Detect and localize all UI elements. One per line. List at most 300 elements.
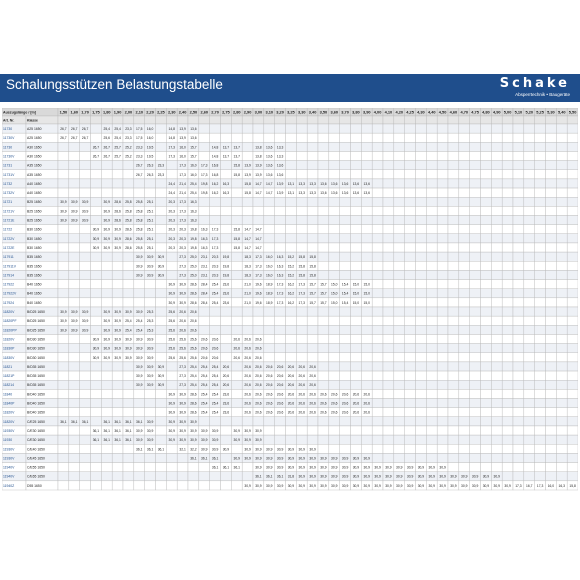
load-value: 18,9 bbox=[266, 282, 273, 287]
load-value: 30,9 bbox=[179, 428, 186, 433]
load-value: 30,9 bbox=[146, 255, 154, 260]
value-cell bbox=[502, 151, 513, 160]
load-value: 30,9 bbox=[136, 355, 143, 360]
value-cell bbox=[556, 444, 567, 453]
load-value: 19,6 bbox=[255, 282, 262, 287]
load-value: 13,3 bbox=[309, 181, 316, 186]
load-value: 30,9 bbox=[309, 483, 316, 488]
value-cell bbox=[372, 161, 383, 170]
load-value: 25,0 bbox=[190, 255, 197, 260]
load-value: 30,9 bbox=[352, 483, 360, 488]
value-cell bbox=[524, 353, 535, 362]
value-cell bbox=[448, 453, 459, 462]
load-value: 30,9 bbox=[60, 209, 67, 214]
value-cell bbox=[177, 463, 188, 472]
subheader-empty-cell bbox=[372, 116, 383, 124]
value-cell bbox=[405, 399, 416, 408]
load-value: 13,6 bbox=[320, 181, 327, 186]
value-cell bbox=[199, 307, 210, 316]
value-cell bbox=[101, 453, 112, 462]
value-cell bbox=[264, 225, 275, 234]
load-value: 17,3 bbox=[276, 300, 284, 305]
load-value: 27,3 bbox=[179, 255, 186, 260]
value-cell bbox=[437, 426, 448, 435]
load-value: 16,3 bbox=[190, 200, 197, 205]
value-cell bbox=[58, 298, 69, 307]
value-cell bbox=[69, 161, 80, 170]
load-value: 16,2 bbox=[287, 291, 295, 296]
value-cell bbox=[58, 371, 69, 380]
load-value: 23,6 bbox=[222, 300, 230, 305]
klasse-label: B40 1650 bbox=[27, 300, 42, 305]
load-value: 30,9 bbox=[461, 474, 468, 479]
value-cell bbox=[481, 216, 492, 225]
load-value: 30,9 bbox=[168, 428, 175, 433]
value-cell bbox=[394, 252, 405, 261]
value-cell bbox=[546, 408, 557, 417]
load-value: 23,1 bbox=[201, 264, 208, 269]
value-cell bbox=[340, 216, 351, 225]
load-value: 20,3 bbox=[211, 255, 219, 260]
value-cell bbox=[166, 472, 177, 481]
load-value: 25,4 bbox=[125, 328, 132, 333]
subheader-empty-cell bbox=[351, 116, 362, 124]
value-cell bbox=[448, 389, 459, 398]
column-header: 4,20 bbox=[395, 109, 404, 115]
value-cell bbox=[416, 353, 427, 362]
load-value: 30,9 bbox=[136, 374, 143, 379]
value-cell bbox=[437, 307, 448, 316]
value-cell bbox=[199, 216, 210, 225]
value-cell bbox=[405, 151, 416, 160]
load-value: 25,2 bbox=[125, 145, 132, 150]
value-cell bbox=[448, 463, 459, 472]
load-value: 28,6 bbox=[190, 410, 197, 415]
value-cell bbox=[556, 289, 567, 298]
value-cell bbox=[134, 179, 145, 188]
value-cell bbox=[394, 380, 405, 389]
column-header: 3,25 bbox=[287, 109, 295, 115]
column-header: 3,20 bbox=[276, 109, 284, 115]
load-value: 36,1 bbox=[114, 428, 121, 433]
value-cell bbox=[58, 362, 69, 371]
value-cell bbox=[242, 325, 253, 334]
load-value: 30,9 bbox=[309, 456, 316, 461]
load-value: 16,3 bbox=[276, 264, 284, 269]
value-cell bbox=[361, 234, 372, 243]
value-cell bbox=[242, 472, 253, 481]
value-cell bbox=[156, 289, 167, 298]
load-value: 30,9 bbox=[146, 438, 154, 443]
value-cell bbox=[372, 280, 383, 289]
load-value: 30,9 bbox=[190, 438, 197, 443]
art-number: 11840P bbox=[3, 401, 15, 406]
load-value: 13,3 bbox=[309, 191, 316, 196]
load-value: 15,8 bbox=[309, 255, 316, 260]
load-value: 16,3 bbox=[201, 236, 208, 241]
value-cell bbox=[524, 289, 535, 298]
value-cell bbox=[69, 188, 80, 197]
load-value: 16,0 bbox=[146, 127, 154, 131]
value-cell bbox=[134, 289, 145, 298]
load-value: 16,3 bbox=[222, 181, 230, 186]
load-value: 30,9 bbox=[81, 218, 89, 223]
value-cell bbox=[112, 188, 123, 197]
value-cell bbox=[524, 362, 535, 371]
load-value: 20,6 bbox=[352, 410, 360, 415]
load-value: 30,9 bbox=[482, 474, 490, 479]
value-cell bbox=[221, 307, 232, 316]
value-cell bbox=[361, 270, 372, 279]
load-value: 25,6 bbox=[190, 337, 197, 342]
value-cell bbox=[80, 280, 91, 289]
value-cell bbox=[426, 179, 437, 188]
load-value: 20,6 bbox=[266, 374, 273, 379]
value-cell bbox=[372, 399, 383, 408]
load-value: 30,9 bbox=[255, 465, 262, 470]
value-cell bbox=[296, 234, 307, 243]
load-value: 20,6 bbox=[255, 337, 262, 342]
value-cell bbox=[567, 399, 578, 408]
value-cell bbox=[416, 216, 427, 225]
load-value: 15,0 bbox=[331, 291, 338, 296]
load-value: 13,6 bbox=[331, 191, 338, 196]
load-value: 25,8 bbox=[125, 209, 132, 214]
column-header: 2,20 bbox=[146, 109, 154, 115]
brand-logo: Schake bbox=[499, 76, 570, 91]
load-value: 25,6 bbox=[179, 355, 186, 360]
load-value: 20,3 bbox=[168, 245, 175, 250]
value-cell bbox=[383, 344, 394, 353]
value-cell bbox=[513, 234, 524, 243]
value-cell bbox=[491, 243, 502, 252]
value-cell bbox=[405, 408, 416, 417]
load-value: 16,3 bbox=[201, 245, 208, 250]
load-value: 25,4 bbox=[114, 127, 121, 131]
load-value: 20,6 bbox=[363, 401, 370, 406]
load-value: 20,6 bbox=[244, 374, 251, 379]
load-value: 20,6 bbox=[201, 346, 208, 351]
value-cell bbox=[535, 435, 546, 444]
value-cell bbox=[502, 307, 513, 316]
value-cell bbox=[199, 481, 210, 490]
value-cell bbox=[264, 316, 275, 325]
load-value: 30,9 bbox=[179, 401, 186, 406]
value-cell bbox=[166, 380, 177, 389]
load-value: 25,8 bbox=[136, 236, 143, 241]
value-cell bbox=[535, 307, 546, 316]
value-cell bbox=[58, 481, 69, 490]
load-value: 20,6 bbox=[266, 383, 273, 388]
load-value: 36,1 bbox=[103, 419, 110, 424]
value-cell bbox=[296, 170, 307, 179]
value-cell bbox=[448, 380, 459, 389]
value-cell bbox=[426, 234, 437, 243]
value-cell bbox=[69, 371, 80, 380]
value-cell bbox=[286, 417, 297, 426]
value-cell bbox=[546, 426, 557, 435]
value-cell bbox=[405, 161, 416, 170]
value-cell bbox=[58, 444, 69, 453]
value-cell bbox=[351, 243, 362, 252]
column-header: 2,75 bbox=[222, 109, 230, 115]
art-number: 11930V bbox=[3, 456, 15, 461]
value-cell bbox=[112, 371, 123, 380]
value-cell bbox=[210, 133, 221, 142]
klasse-label: A30 1650 bbox=[27, 145, 42, 150]
load-value: 26,7 bbox=[92, 145, 100, 150]
value-cell bbox=[286, 426, 297, 435]
load-value: 26,7 bbox=[71, 127, 78, 131]
value-cell bbox=[437, 142, 448, 151]
value-cell bbox=[156, 389, 167, 398]
value-cell bbox=[416, 188, 427, 197]
value-cell bbox=[546, 298, 557, 307]
value-cell bbox=[524, 225, 535, 234]
value-cell bbox=[546, 389, 557, 398]
value-cell bbox=[69, 481, 80, 490]
subheader-empty-cell bbox=[426, 116, 437, 124]
value-cell bbox=[416, 270, 427, 279]
load-value: 25,3 bbox=[146, 328, 154, 333]
load-value: 30,9 bbox=[320, 474, 327, 479]
load-value: 30,9 bbox=[81, 319, 89, 324]
value-cell bbox=[448, 408, 459, 417]
value-cell bbox=[296, 225, 307, 234]
value-cell bbox=[351, 170, 362, 179]
value-cell bbox=[502, 316, 513, 325]
value-cell bbox=[535, 197, 546, 206]
art-number: 11732V bbox=[3, 191, 15, 196]
value-cell bbox=[405, 289, 416, 298]
load-value: 25,4 bbox=[211, 291, 219, 296]
value-cell bbox=[535, 353, 546, 362]
value-cell bbox=[502, 426, 513, 435]
load-value: 30,9 bbox=[244, 483, 251, 488]
load-value: 30,9 bbox=[298, 483, 305, 488]
value-cell bbox=[286, 216, 297, 225]
value-cell bbox=[535, 389, 546, 398]
value-cell bbox=[567, 453, 578, 462]
value-cell bbox=[340, 243, 351, 252]
value-cell bbox=[156, 435, 167, 444]
load-value: 30,9 bbox=[309, 474, 316, 479]
load-value: 30,9 bbox=[493, 474, 500, 479]
value-cell bbox=[123, 289, 134, 298]
value-cell bbox=[546, 270, 557, 279]
subheader-empty-cell bbox=[405, 116, 416, 124]
load-value: 16,8 bbox=[211, 172, 219, 177]
value-cell bbox=[383, 179, 394, 188]
value-cell bbox=[307, 124, 318, 133]
subheader-empty-cell bbox=[535, 116, 546, 124]
value-cell bbox=[231, 325, 242, 334]
load-value: 30,9 bbox=[71, 218, 78, 223]
load-value: 17,3 bbox=[211, 236, 219, 241]
load-value: 30,9 bbox=[417, 483, 425, 488]
value-cell bbox=[156, 124, 167, 133]
value-cell bbox=[448, 316, 459, 325]
value-cell bbox=[535, 417, 546, 426]
value-cell bbox=[416, 161, 427, 170]
load-value: 26,7 bbox=[103, 154, 110, 159]
value-cell bbox=[394, 389, 405, 398]
klasse-label: B30 1650 bbox=[27, 245, 42, 250]
value-cell bbox=[535, 426, 546, 435]
subheader-empty-cell bbox=[166, 116, 177, 124]
value-cell bbox=[253, 124, 264, 133]
value-cell bbox=[221, 170, 232, 179]
load-value: 25,7 bbox=[114, 145, 121, 150]
value-cell bbox=[491, 380, 502, 389]
value-cell bbox=[156, 197, 167, 206]
load-value: 25,6 bbox=[190, 346, 197, 351]
column-header: 4,40 bbox=[427, 109, 436, 115]
load-value: 20,6 bbox=[222, 383, 230, 388]
value-cell bbox=[394, 124, 405, 133]
value-cell bbox=[524, 399, 535, 408]
value-cell bbox=[459, 225, 470, 234]
value-cell bbox=[481, 399, 492, 408]
load-value: 36,1 bbox=[103, 428, 110, 433]
load-value: 30,9 bbox=[504, 483, 511, 488]
load-value: 17,3 bbox=[515, 483, 522, 488]
value-cell bbox=[264, 234, 275, 243]
load-value: 28,6 bbox=[125, 227, 132, 232]
value-cell bbox=[513, 124, 524, 133]
value-cell bbox=[567, 124, 578, 133]
value-cell bbox=[340, 252, 351, 261]
load-value: 30,9 bbox=[103, 310, 110, 314]
value-cell bbox=[448, 444, 459, 453]
value-cell bbox=[448, 353, 459, 362]
value-cell bbox=[329, 243, 340, 252]
value-cell bbox=[80, 453, 91, 462]
value-cell bbox=[372, 124, 383, 133]
load-value: 19,8 bbox=[222, 255, 230, 260]
load-value: 20,3 bbox=[179, 236, 186, 241]
value-cell bbox=[361, 316, 372, 325]
load-value: 23,1 bbox=[201, 273, 208, 278]
load-value: 30,9 bbox=[287, 465, 295, 470]
subheader-empty-cell bbox=[437, 116, 448, 124]
value-cell bbox=[351, 151, 362, 160]
load-value: 30,9 bbox=[439, 465, 446, 470]
klasse-label: B40 1650 bbox=[27, 291, 42, 296]
value-cell bbox=[372, 417, 383, 426]
load-value: 36,1 bbox=[114, 438, 121, 443]
value-cell bbox=[80, 252, 91, 261]
value-cell bbox=[318, 161, 329, 170]
art-number: 11830P bbox=[3, 346, 15, 351]
value-cell bbox=[426, 334, 437, 343]
load-value: 30,9 bbox=[244, 447, 251, 452]
load-value: 30,9 bbox=[60, 319, 67, 324]
value-cell bbox=[351, 362, 362, 371]
value-cell bbox=[459, 133, 470, 142]
value-cell bbox=[556, 417, 567, 426]
load-value: 20,6 bbox=[298, 410, 305, 415]
value-cell bbox=[448, 179, 459, 188]
art-number: 11721V bbox=[3, 209, 15, 214]
value-cell bbox=[275, 316, 286, 325]
value-cell bbox=[58, 270, 69, 279]
load-value: 17,3 bbox=[298, 291, 305, 296]
value-cell bbox=[351, 197, 362, 206]
load-value: 30,9 bbox=[157, 364, 165, 369]
value-cell bbox=[535, 170, 546, 179]
value-cell bbox=[221, 316, 232, 325]
value-cell bbox=[524, 316, 535, 325]
load-value: 13,6 bbox=[341, 181, 349, 186]
value-cell bbox=[123, 472, 134, 481]
value-cell bbox=[351, 426, 362, 435]
value-cell bbox=[513, 463, 524, 472]
value-cell bbox=[156, 133, 167, 142]
value-cell bbox=[296, 133, 307, 142]
load-value: 20,6 bbox=[341, 401, 349, 406]
subheader-empty-cell bbox=[296, 116, 307, 124]
value-cell bbox=[101, 280, 112, 289]
value-cell bbox=[481, 179, 492, 188]
load-value: 13,9 bbox=[179, 127, 186, 131]
value-cell bbox=[459, 261, 470, 270]
load-value: 13,1 bbox=[287, 191, 295, 196]
load-value: 16,0 bbox=[190, 163, 197, 168]
value-cell bbox=[394, 334, 405, 343]
value-cell bbox=[69, 426, 80, 435]
value-cell bbox=[372, 298, 383, 307]
load-value: 16,2 bbox=[211, 191, 219, 196]
value-cell bbox=[275, 334, 286, 343]
value-cell bbox=[535, 371, 546, 380]
value-cell bbox=[351, 307, 362, 316]
load-value: 30,9 bbox=[60, 328, 67, 333]
value-cell bbox=[491, 307, 502, 316]
value-cell bbox=[394, 353, 405, 362]
value-cell bbox=[58, 408, 69, 417]
klasse-label: B25 1650 bbox=[27, 209, 42, 214]
value-cell bbox=[470, 362, 481, 371]
load-value: 25,4 bbox=[211, 401, 219, 406]
value-cell bbox=[242, 216, 253, 225]
subheader-empty-cell bbox=[340, 116, 351, 124]
load-value: 30,9 bbox=[385, 465, 392, 470]
value-cell bbox=[253, 325, 264, 334]
load-value: 36,1 bbox=[211, 456, 219, 461]
value-cell bbox=[567, 234, 578, 243]
value-cell bbox=[80, 444, 91, 453]
klasse-label: B35 1650 bbox=[27, 264, 42, 269]
value-cell bbox=[426, 261, 437, 270]
load-value: 25,3 bbox=[146, 319, 154, 324]
value-cell bbox=[556, 206, 567, 215]
value-cell bbox=[437, 371, 448, 380]
value-cell bbox=[556, 399, 567, 408]
load-value: 15,7 bbox=[320, 291, 327, 296]
value-cell bbox=[567, 435, 578, 444]
value-cell bbox=[416, 344, 427, 353]
value-cell bbox=[361, 124, 372, 133]
load-value: 25,4 bbox=[201, 374, 208, 379]
load-value: 25,4 bbox=[211, 364, 219, 369]
value-cell bbox=[221, 133, 232, 142]
load-value: 20,3 bbox=[168, 227, 175, 232]
load-value: 28,6 bbox=[190, 282, 197, 287]
value-cell bbox=[502, 435, 513, 444]
value-cell bbox=[513, 289, 524, 298]
load-value: 25,6 bbox=[103, 136, 110, 141]
